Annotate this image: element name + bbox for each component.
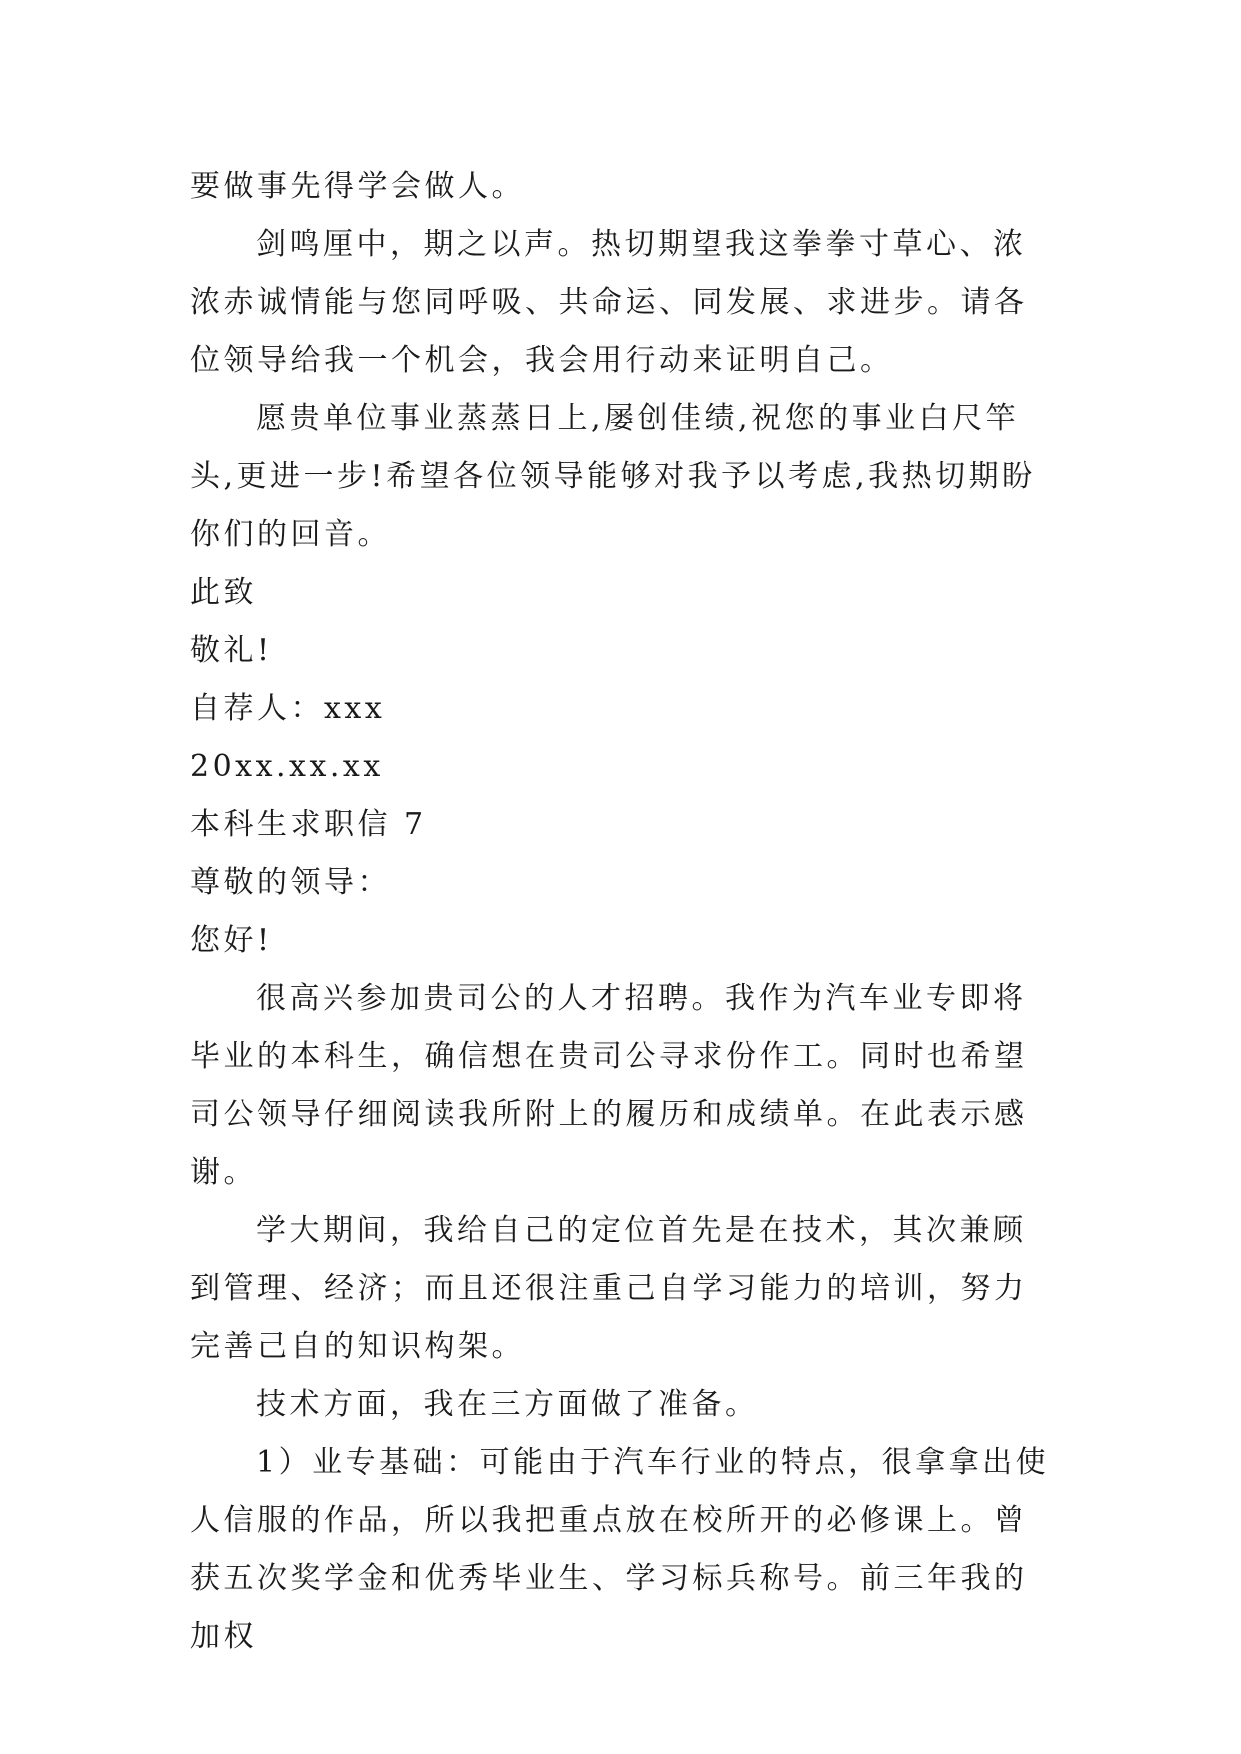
- signature-line: 自荐人：xxx: [190, 691, 386, 726]
- salutation-jingli: 敬礼!: [190, 633, 273, 668]
- greeting-recipient: 尊敬的领导：: [190, 865, 391, 900]
- paragraph-intro: 很高兴参加贵司公的人才招聘。我作为汽车业专即将毕业的本科生，确信想在贵司公寻求份作工。同时也希望司公领导仔细阅读我所附上的履历和成绩单。在此表示感谢。: [190, 981, 1028, 1190]
- paragraph-closing-fragment: 要做事先得学会做人。: [190, 169, 525, 204]
- salutation-cizhi: 此致: [190, 575, 257, 610]
- date-line: 20xx.xx.xx: [190, 749, 384, 784]
- section-title: 本科生求职信 7: [190, 807, 427, 842]
- paragraph-university: 学大期间，我给自己的定位首先是在技术，其次兼顾到管理、经济；而且还很注重己自学习能力的培训，努力完善己自的知识构架。: [190, 1213, 1028, 1364]
- greeting-hello: 您好!: [190, 923, 273, 958]
- paragraph-technical: 技术方面，我在三方面做了准备。: [256, 1387, 759, 1422]
- paragraph-wishes: 愿贵单位事业蒸蒸日上,屡创佳绩,祝您的事业白尺竿头,更进一步!希望各位领导能够对我予以考虑,我热切期盼你们的回音。: [190, 401, 1036, 552]
- paragraph-foundation: 1）业专基础：可能由于汽车行业的特点，很拿拿出使人信服的作品，所以我把重点放在校所开的必修课上。曾获五次奖学金和优秀毕业生、学习标兵称号。前三年我的加权: [190, 1445, 1050, 1654]
- paragraph-aspiration: 剑鸣厘中，期之以声。热切期望我这拳拳寸草心、浓浓赤诚情能与您同呼吸、共命运、同发展、求进步。请各位领导给我一个机会，我会用行动来证明自己。: [190, 227, 1028, 378]
- document-body: [190, 158, 1050, 1666]
